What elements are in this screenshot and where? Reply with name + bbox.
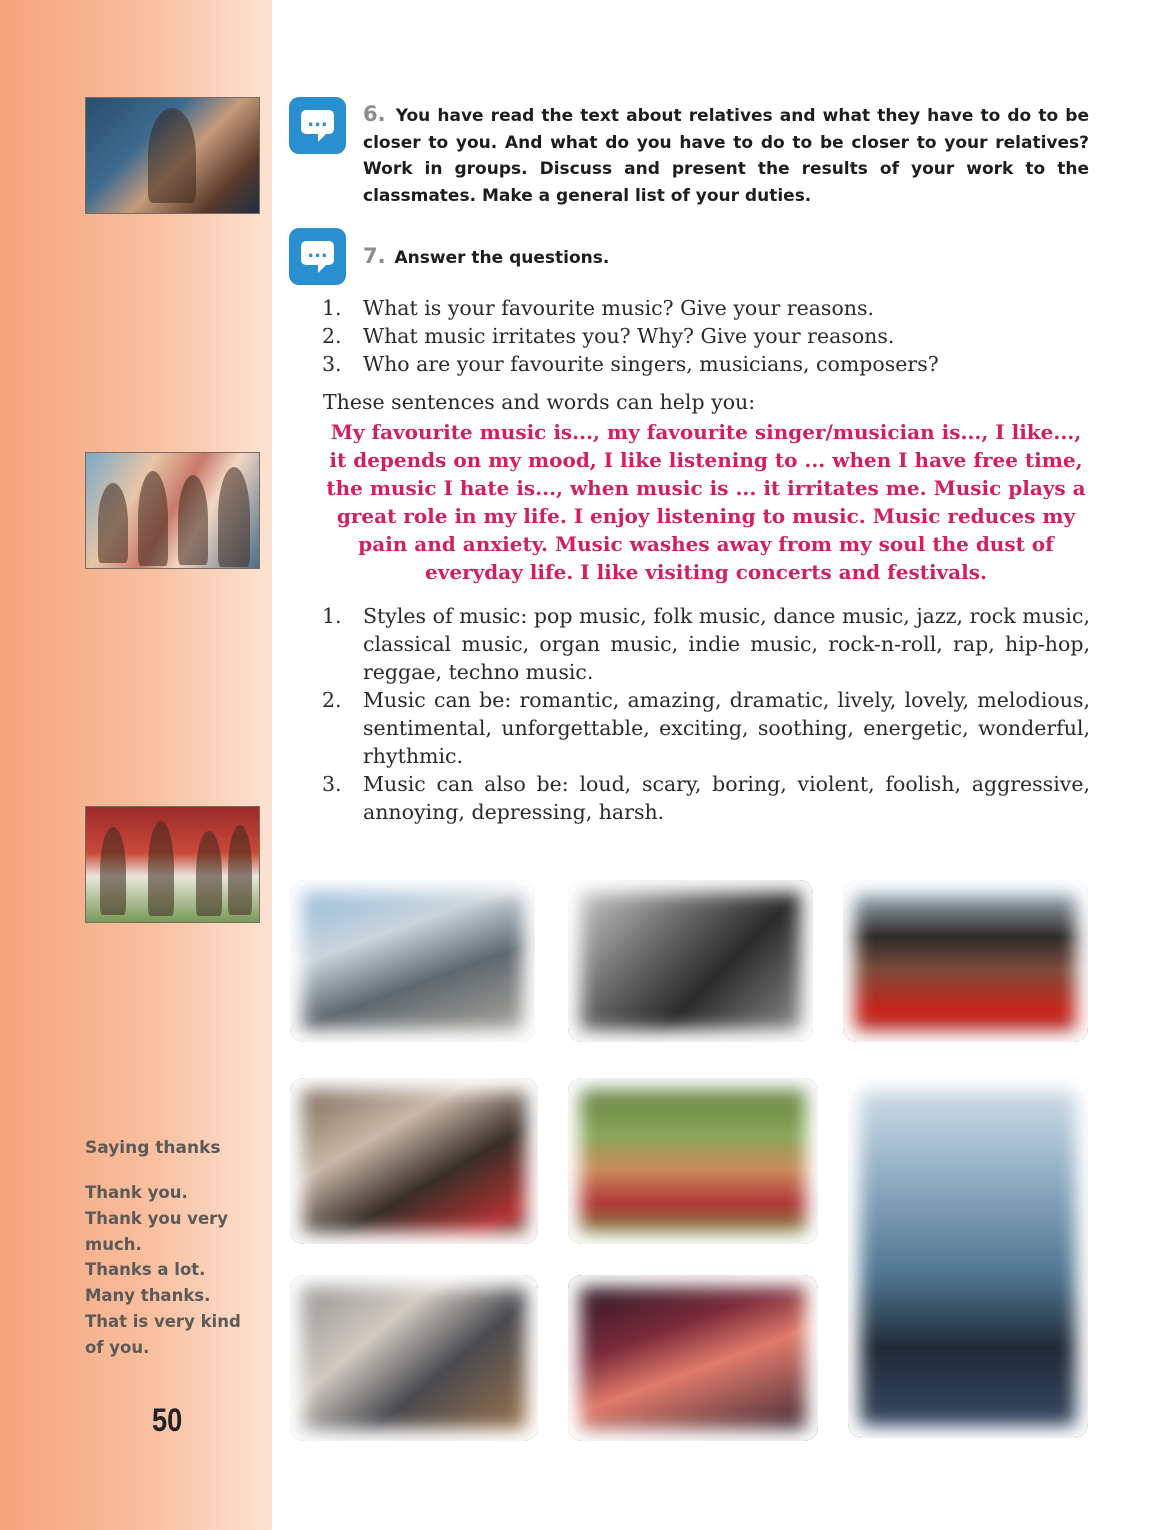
speech-bubble-icon: ...: [289, 97, 346, 154]
word-list-text: Styles of music: pop music, folk music, dance music, jazz, rock music, classical music, organ music, indie music, rock-n-roll, rap, hip-hop, reggae, techno music.: [363, 604, 1090, 684]
saying-thanks-title: Saying thanks: [85, 1138, 221, 1158]
word-list-item: [322, 770, 1090, 826]
violinist-photo: [85, 97, 260, 214]
word-lists: [322, 602, 1090, 826]
rock-band-photo: [568, 880, 813, 1042]
studio-musician-photo: [290, 1275, 538, 1441]
concert-stage-photo: [568, 1275, 818, 1441]
help-phrases: My favourite music is..., my favourite singer/musician is..., I like..., it depends on my mood, I like listening to ... when I have free time, the music I hate is..., when music is ... it irritates me. Music plays a great role in my life. I enjoy listening to music. Music reduces my pain and anxiety. Music washes away from my soul the dust of everyday life. I like visiting concerts and festivals.: [326, 420, 1086, 584]
word-list-number: 1.: [322, 604, 342, 628]
word-list-number: 3.: [322, 772, 342, 796]
question-text: What music irritates you? Why? Give your reasons.: [363, 324, 895, 348]
question-text: Who are your favourite singers, musicians, composers?: [363, 352, 939, 376]
task-6-number: 6.: [363, 102, 386, 126]
thanks-phrase: Thank you very much.: [85, 1208, 229, 1254]
dancers-photo: [85, 806, 260, 923]
question-number: 3.: [322, 352, 342, 376]
question-number: 2.: [322, 324, 342, 348]
thanks-phrase: Thanks a lot.: [85, 1260, 206, 1280]
saying-thanks-list: [85, 1180, 265, 1361]
task-6-text: You have read the text about relatives and what they have to do to be closer to you. And what do you have to do to be closer to your relatives? Work in groups. Discuss and present the results of your work to the classmates. Make a general list of your duties.: [363, 106, 1089, 206]
word-list-text: Music can also be: loud, scary, boring, violent, foolish, aggressive, annoying, depressing, harsh.: [363, 772, 1090, 824]
friends-singing-photo: [85, 452, 260, 569]
word-list-item: [322, 602, 1090, 686]
speech-bubble-icon: ...: [289, 228, 346, 285]
dj-turntable-photo: [290, 880, 535, 1042]
help-intro: These sentences and words can help you:: [323, 390, 756, 414]
word-list-text: Music can be: romantic, amazing, dramatic, lively, lovely, melodious, sentimental, unforgettable, exciting, soothing, energetic, wonderful, rhythmic.: [363, 688, 1090, 768]
question-text: What is your favourite music? Give your reasons.: [363, 296, 875, 320]
fife-player-photo: [843, 880, 1088, 1042]
question-item: [322, 322, 1090, 350]
task-7-number: 7.: [363, 244, 386, 268]
questions-list: [322, 294, 1090, 378]
page-number: 50: [152, 1402, 183, 1438]
bagpiper-photo: [848, 1078, 1088, 1438]
girl-electric-guitar-photo: [290, 1078, 538, 1244]
word-list-item: [322, 686, 1090, 770]
thanks-phrase: That is very kind of you.: [85, 1311, 241, 1357]
thanks-phrase: Many thanks.: [85, 1286, 211, 1306]
question-number: 1.: [322, 296, 342, 320]
thanks-phrase: Thank you.: [85, 1183, 188, 1202]
task-7-text: Answer the questions.: [394, 248, 610, 268]
girl-acoustic-guitar-photo: [568, 1078, 818, 1244]
question-item: [322, 350, 1090, 378]
task-6: [363, 101, 1089, 209]
task-7: [363, 243, 1089, 272]
question-item: [322, 294, 1090, 322]
word-list-number: 2.: [322, 688, 342, 712]
